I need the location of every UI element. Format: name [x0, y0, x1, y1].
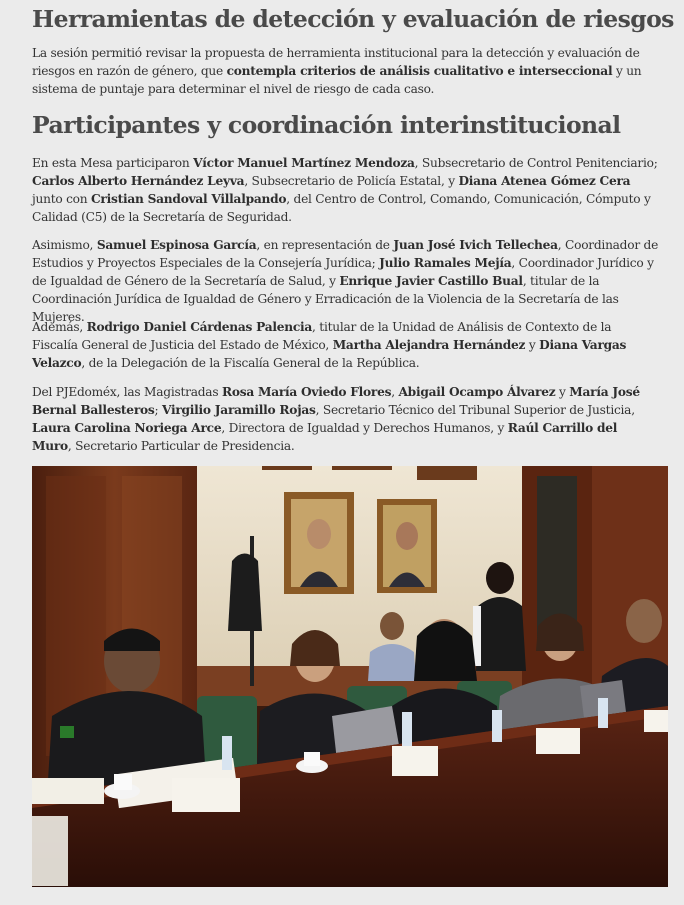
text-run-bold: Víctor Manuel Martínez Mendoza — [193, 156, 415, 170]
text-run-bold: María José Bernal Ballesteros — [32, 385, 640, 417]
text-run-bold: Enrique Javier Castillo Bual — [339, 274, 523, 288]
meeting-photo — [32, 466, 668, 887]
text-run: , — [391, 385, 399, 399]
text-run-bold: Diana Vargas Velazco — [32, 338, 627, 370]
text-run-bold: Raúl Carrillo del Muro — [32, 421, 618, 453]
text-run: , titular de la Unidad de Análisis de Contexto de la Fiscalía General de Justicia del Estado de México, — [32, 320, 612, 352]
text-run: , Secretario Particular de Presidencia. — [67, 439, 295, 453]
text-run: , Coordinador de Estudios y Proyectos Especiales de la Consejería Jurídica; — [32, 238, 659, 270]
text-run: , en representación de — [256, 238, 394, 252]
text-run: junto con — [32, 192, 91, 206]
section-heading-risk-tools: Herramientas de detección y evaluación de riesgos — [32, 5, 674, 33]
text-run-bold: contempla criterios de análisis cualitativo e interseccional — [226, 64, 613, 78]
text-run-bold: Martha Alejandra Hernández — [332, 338, 526, 352]
text-run-bold: Juan José Ivich Tellechea — [393, 238, 558, 252]
text-run-bold: Virgilio Jaramillo Rojas — [161, 403, 316, 417]
text-run-bold: Rodrigo Daniel Cárdenas Palencia — [86, 320, 313, 334]
text-run: La sesión permitió revisar la propuesta de herramienta institucional para la detección y evaluación de riesgos en razón de género, que — [32, 46, 640, 78]
meeting-photo-illustration — [32, 466, 668, 887]
text-run: , del Centro de Control, Comando, Comunicación, Cómputo y Calidad (C5) de la Secretaría de Seguridad. — [32, 192, 651, 224]
paragraph-participants-prosecutor — [32, 318, 660, 372]
text-run: , Subsecretario de Control Penitenciario; — [414, 156, 658, 170]
text-run-bold: Carlos Alberto Hernández Leyva — [32, 174, 245, 188]
text-run: y un sistema de puntaje para determinar el nivel de riesgo de cada caso. — [32, 64, 642, 96]
text-run-bold: Cristian Sandoval Villalpando — [90, 192, 287, 206]
text-run: , Directora de Igualdad y Derechos Humanos, y — [221, 421, 508, 435]
text-run: y — [555, 385, 570, 399]
text-run: y — [525, 338, 540, 352]
paragraph-participants-judiciary — [32, 383, 660, 455]
text-run: , Coordinador Jurídico y de Igualdad de Género de la Secretaría de Salud, y — [32, 256, 654, 288]
text-run-bold: Abigail Ocampo Álvarez — [398, 385, 556, 399]
text-run: , Subsecretario de Policía Estatal, y — [244, 174, 459, 188]
paragraph-participants-legal-health — [32, 236, 660, 326]
paragraph-risk-tools — [32, 44, 660, 98]
text-run-bold: Julio Ramales Mejía — [379, 256, 512, 270]
text-run-bold: Laura Carolina Noriega Arce — [32, 421, 222, 435]
text-run-bold: Diana Atenea Gómez Cera — [458, 174, 631, 188]
text-run: , titular de la Coordinación Jurídica de Igualdad de Género y Erradicación de la Violencia de la Secretaría de las Mujeres. — [32, 274, 619, 324]
text-run: Además, — [32, 320, 87, 334]
section-heading-participants: Participantes y coordinación interinstitucional — [32, 111, 621, 139]
text-run: , Secretario Técnico del Tribunal Superior de Justicia, — [315, 403, 635, 417]
text-run: Asimismo, — [32, 238, 97, 252]
text-run: , de la Delegación de la Fiscalía General de la República. — [81, 356, 420, 370]
text-run: ; — [154, 403, 162, 417]
text-run-bold: Rosa María Oviedo Flores — [221, 385, 392, 399]
text-run: Del PJEdoméx, las Magistradas — [32, 385, 222, 399]
text-run-bold: Samuel Espinosa García — [96, 238, 257, 252]
text-run: En esta Mesa participaron — [32, 156, 194, 170]
paragraph-participants-security — [32, 154, 660, 226]
